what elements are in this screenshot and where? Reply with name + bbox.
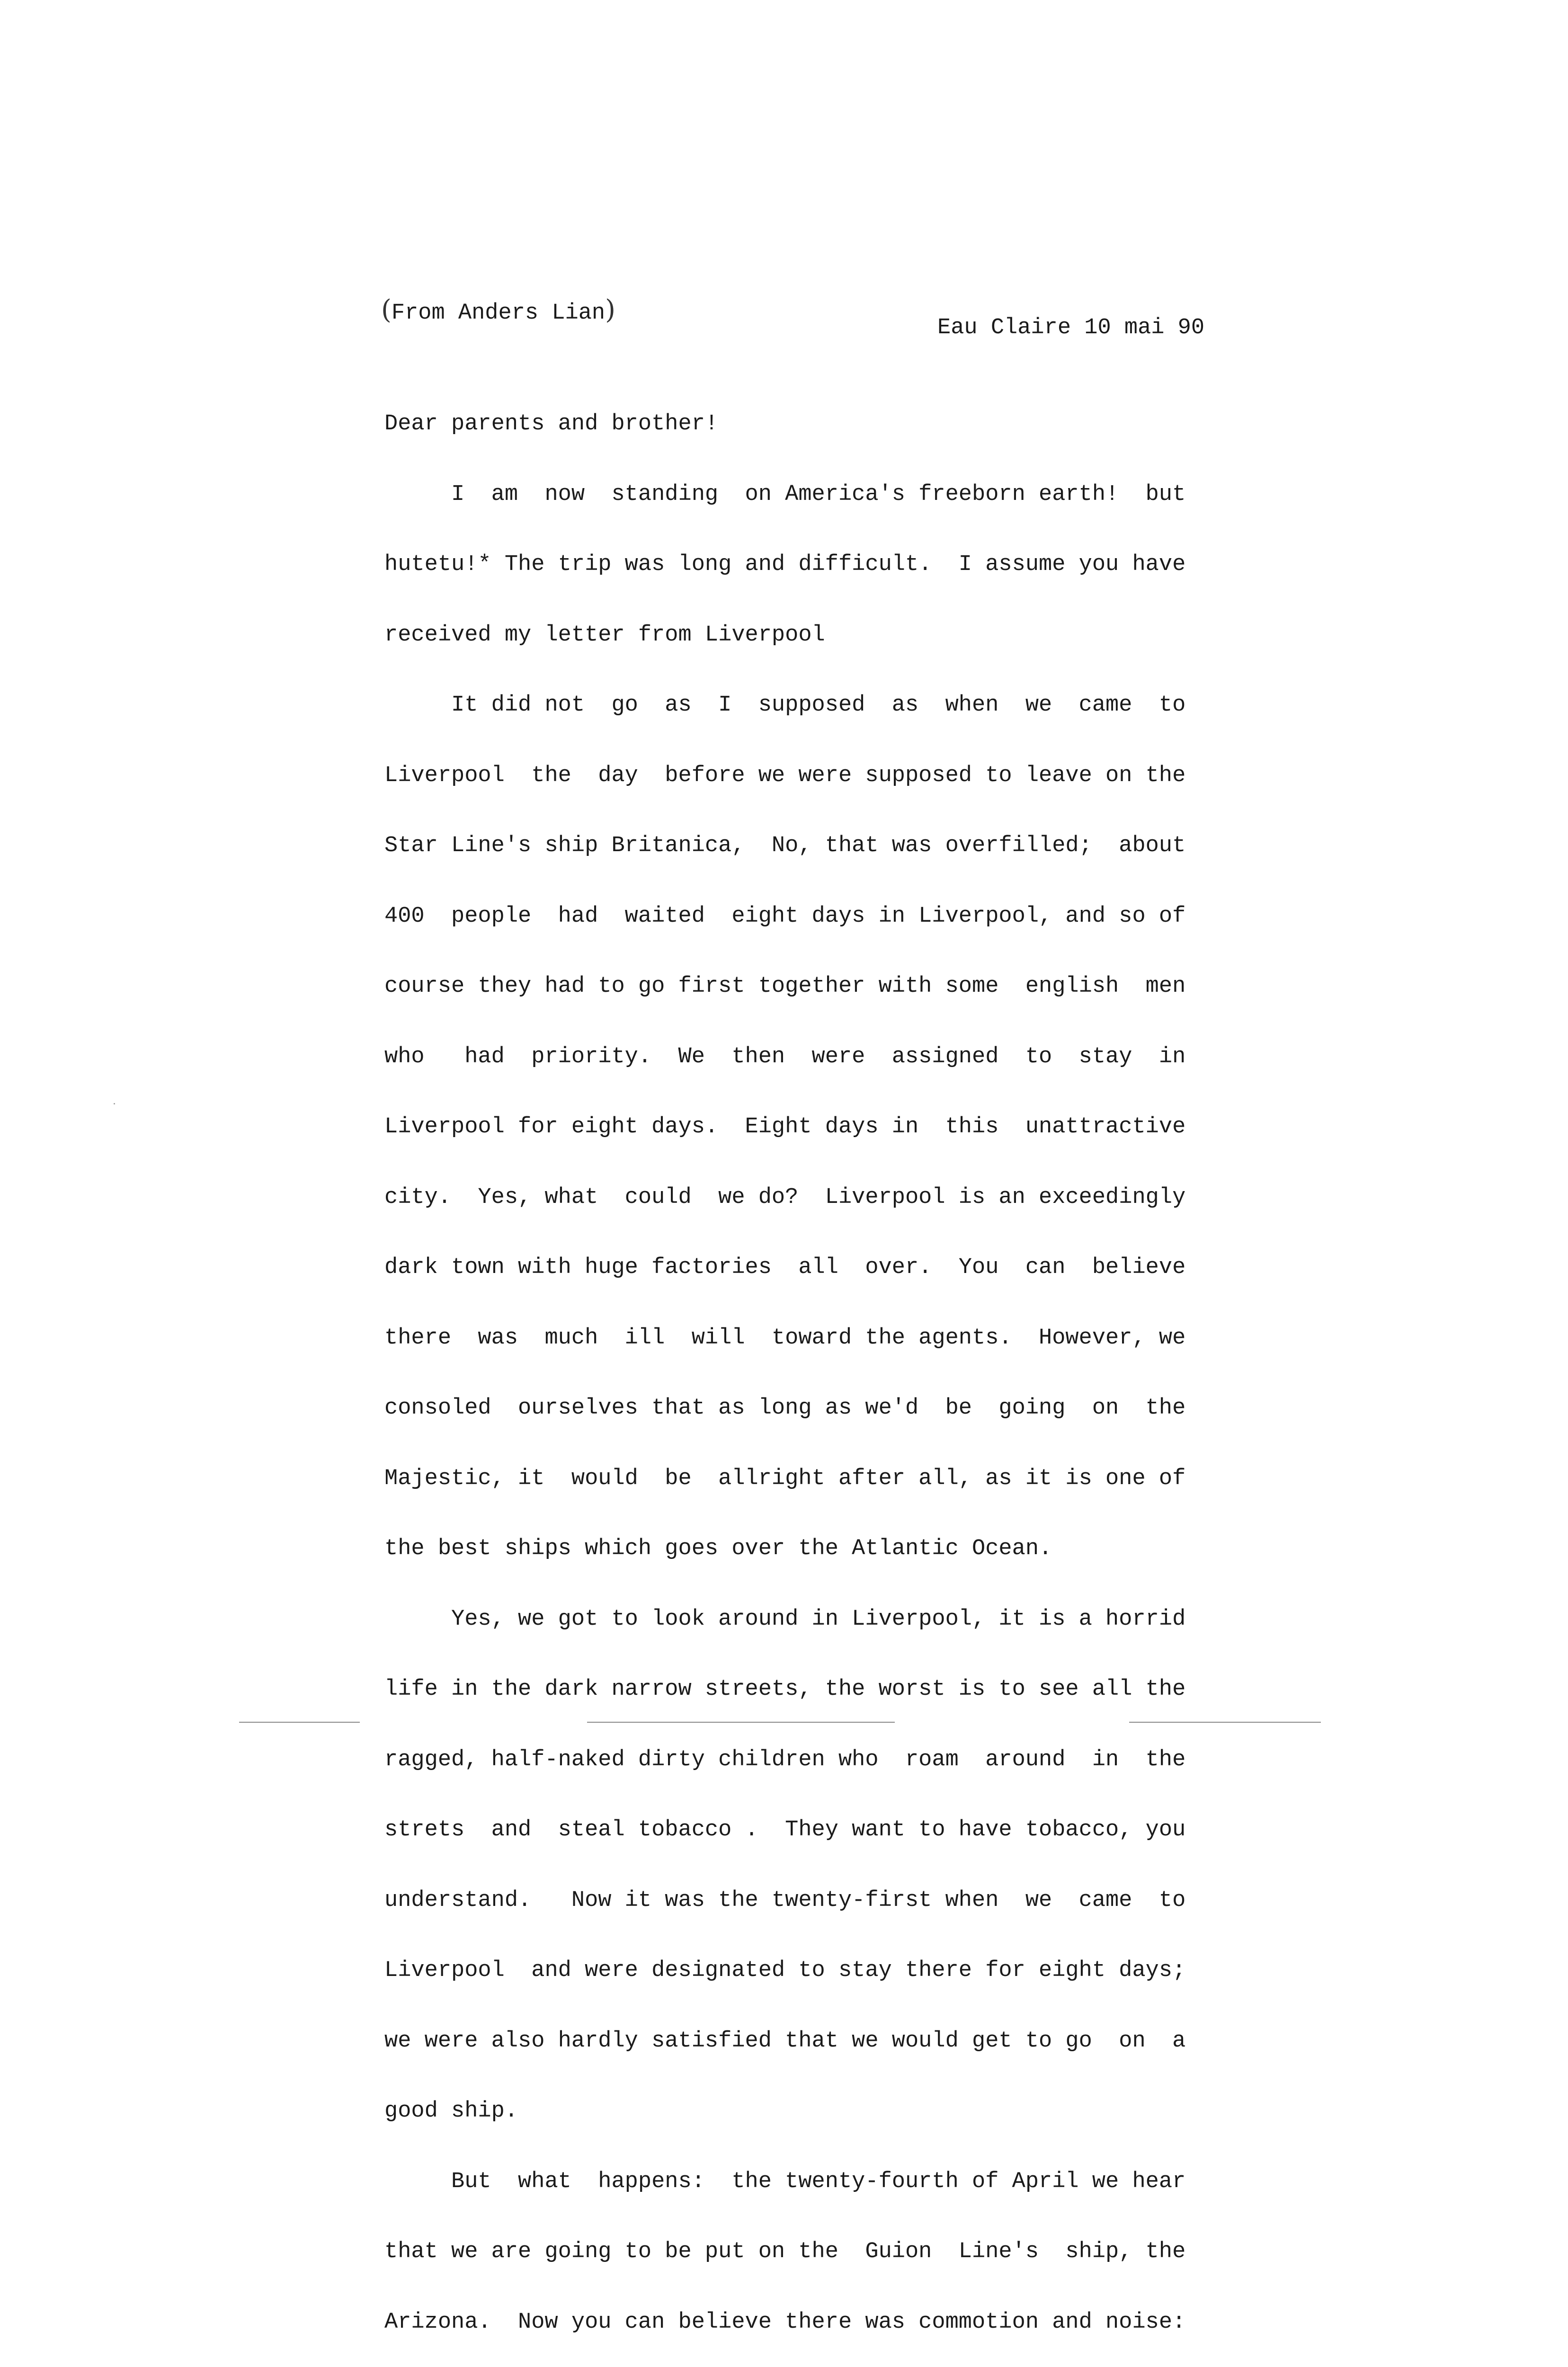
letter-line: strets and steal tobacco . They want to have tobacco, you [384,1817,1186,1842]
header-from-text: From Anders Lian [391,301,606,326]
letter-line: 400 people had waited eight days in Liverpool, and so of [384,903,1186,929]
letter-line: city. Yes, what could we do? Liverpool is an exceedingly [384,1184,1186,1210]
left-bracket-mark: ( [381,294,392,325]
letter-line: who had priority. We then were assigned to stay in [384,1044,1186,1069]
letter-line: Dear parents and brother! [384,411,719,436]
letter-line: understand. Now it was the twenty-first when we came to [384,1887,1186,1913]
scan-speck [114,1103,115,1104]
letter-line: dark town with huge factories all over. You can believe [384,1255,1186,1280]
letter-line: consoled ourselves that as long as we'd be going on the [384,1396,1186,1421]
letter-line: Arizona. Now you can believe there was commotion and noise: [384,2309,1186,2335]
letter-line: we were also hardly satisfied that we would get to go on a [384,2028,1186,2054]
letter-line: received my letter from Liverpool [384,622,825,648]
letter-body [384,365,1237,2367]
letter-line: there was much ill will toward the agents. However, we [384,1325,1186,1351]
letter-line: Star Line's ship Britanica, No, that was overfilled; about [384,833,1186,858]
letter-line: It did not go as I supposed as when we came to [384,693,1186,718]
letter-line: Yes, we got to look around in Liverpool, it is a horrid [384,1606,1186,1632]
letter-line: hutetu!* The trip was long and difficult. I assume you have [384,552,1186,577]
right-bracket-mark: ) [605,294,615,325]
header-from [381,294,615,326]
letter-line: But what happens: the twenty-fourth of April we hear [384,2169,1186,2194]
letter-line: Liverpool for eight days. Eight days in this unattractive [384,1114,1186,1139]
letter-line: good ship. [384,2099,518,2124]
footer-rule-center [587,1722,895,1723]
letter-line: life in the dark narrow streets, the worst is to see all the [384,1677,1186,1702]
footer-rule-right [1129,1722,1321,1723]
letter-line: course they had to go first together with some english men [384,974,1186,999]
letter-line: Liverpool and were designated to stay there for eight days; [384,1958,1186,1983]
letter-line: Majestic, it would be allright after all, as it is one of [384,1466,1186,1491]
footer-rule-left [239,1722,360,1723]
letter-line: ragged, half-naked dirty children who roam around in the [384,1747,1186,1772]
letter-line: I am now standing on America's freeborn earth! but [384,481,1186,507]
header-date: Eau Claire 10 mai 90 [937,315,1205,340]
letter-line: Liverpool the day before we were supposed to leave on the [384,763,1186,788]
letter-line: the best ships which goes over the Atlantic Ocean. [384,1536,1052,1561]
letter-line: that we are going to be put on the Guion Line's ship, the [384,2239,1186,2264]
